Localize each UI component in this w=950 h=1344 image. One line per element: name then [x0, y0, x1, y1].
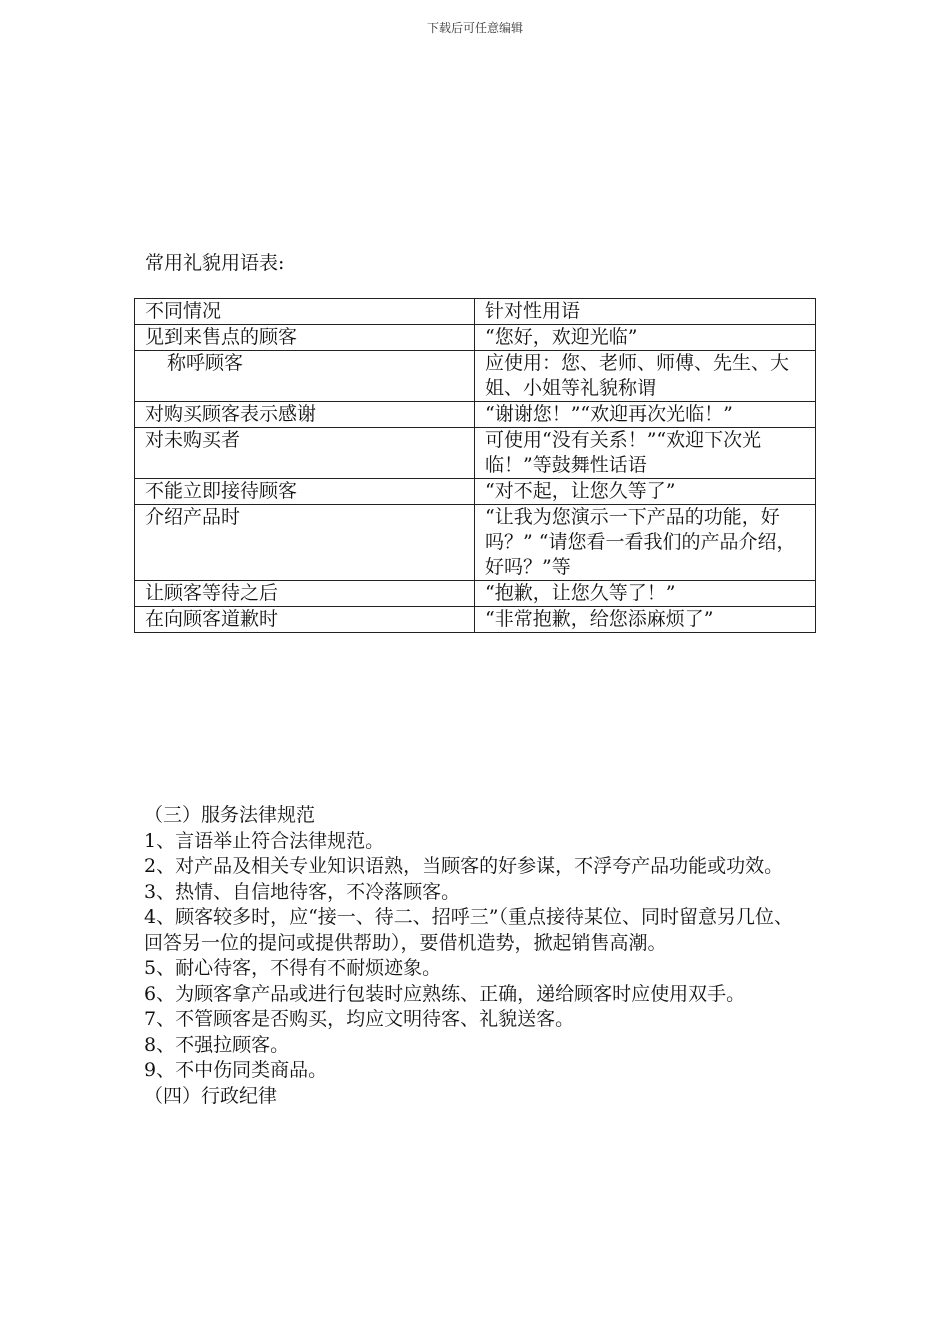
body-text	[144, 803, 806, 1109]
table-row	[135, 607, 816, 633]
courtesy-phrases-table	[134, 298, 816, 633]
list-item: 2、对产品及相关专业知识语熟，当顾客的好参谋，不浮夸产品功能或功效。	[144, 855, 784, 877]
list-item: 1、言语举止符合法律规范。	[144, 829, 385, 852]
list-item: 5、耐心待客，不得有不耐烦迹象。	[144, 957, 442, 979]
list-item: 8、不强拉顾客。	[144, 1033, 290, 1056]
phrase-cell: “非常抱歉，给您添麻烦了”	[475, 607, 816, 633]
phrase-cell: “抱歉，让您久等了！”	[475, 581, 816, 607]
situation-cell: 在向顾客道歉时	[135, 607, 475, 633]
situation-cell: 让顾客等待之后	[135, 581, 475, 607]
phrase-cell: “谢谢您！”“欢迎再次光临！”	[475, 402, 816, 428]
phrase-cell: “您好，欢迎光临”	[475, 325, 816, 351]
table-row	[135, 505, 816, 581]
list-item: 3、热情、自信地待客，不冷落顾客。	[144, 880, 461, 903]
phrase-cell: 应使用：您、老师、师傅、先生、大姐、小姐等礼貌称谓	[475, 351, 816, 402]
situation-cell: 见到来售点的顾客	[135, 325, 475, 351]
situation-cell: 称呼顾客	[135, 351, 475, 402]
situation-cell: 介绍产品时	[135, 505, 475, 581]
section-heading-service-law: （三）服务法律规范	[144, 804, 316, 826]
table-row	[135, 351, 816, 402]
column-header-phrase: 针对性用语	[475, 299, 816, 325]
situation-cell: 对未购买者	[135, 428, 475, 479]
phrase-cell: 可使用“没有关系！”“欢迎下次光临！”等鼓舞性话语	[475, 428, 816, 479]
table-row	[135, 402, 816, 428]
table-row	[135, 428, 816, 479]
list-item: 7、不管顾客是否购买，均应文明待客、礼貌送客。	[144, 1008, 575, 1030]
table-row	[135, 325, 816, 351]
column-header-situation: 不同情况	[135, 299, 475, 325]
list-item: 4、顾客较多时，应“接一、待二、招呼三”（重点接待某位、同时留意另几位、回答另一位的提问或提供帮助），要借机造势，掀起销售高潮。	[144, 906, 794, 954]
table-title: 常用礼貌用语表:	[145, 252, 285, 274]
table-row	[135, 581, 816, 607]
situation-cell: 对购买顾客表示感谢	[135, 402, 475, 428]
phrase-cell: “让我为您演示一下产品的功能，好吗？” “请您看一看我们的产品介绍，好吗？”等	[475, 505, 816, 581]
list-item: 6、为顾客拿产品或进行包装时应熟练、正确，递给顾客时应使用双手。	[144, 982, 746, 1005]
table-row	[135, 479, 816, 505]
phrase-cell: “对不起，让您久等了”	[475, 479, 816, 505]
header-note: 下载后可任意编辑	[426, 21, 523, 35]
situation-cell: 不能立即接待顾客	[135, 479, 475, 505]
list-item: 9、不中伤同类商品。	[144, 1059, 328, 1081]
section-heading-admin-discipline: （四）行政纪律	[144, 1084, 278, 1107]
table-header-row	[135, 299, 816, 325]
